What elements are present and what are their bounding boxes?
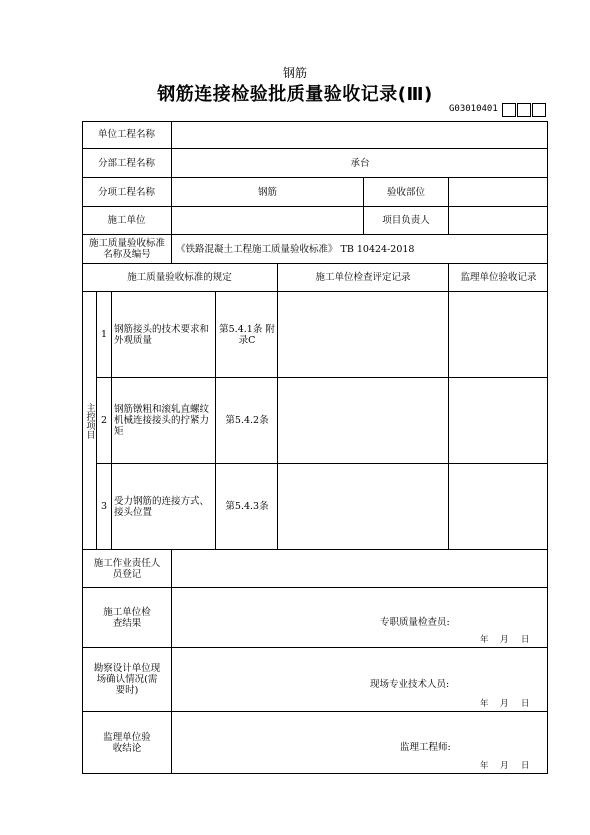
item-contractor-record[interactable] (278, 292, 448, 377)
contractor-record-column-header: 施工单位检查评定记录 (315, 272, 411, 283)
date-year: 年 (480, 761, 489, 771)
unit-project-label: 单位工程名称 (97, 129, 155, 140)
date-month: 月 (500, 699, 509, 709)
col-divider (215, 291, 216, 549)
date-month: 月 (500, 761, 509, 771)
contractor-result-label: 施工单位检查结果 (103, 606, 151, 629)
item-clause: 第5.4.2条 (225, 415, 269, 426)
item-contractor-record[interactable] (278, 464, 448, 549)
spec-column-header: 施工质量验收标准的规定 (127, 272, 232, 283)
code-box-2[interactable] (517, 103, 531, 117)
standard-value: 《铁路混凝土工程施工质量验收标准》 TB 10424-2018 (176, 243, 415, 255)
item-contractor-record[interactable] (278, 378, 448, 463)
date-day: 日 (521, 635, 530, 645)
item-supervisor-record[interactable] (449, 464, 548, 549)
project-manager-field[interactable] (449, 207, 548, 234)
subdivision-label: 分项工程名称 (97, 186, 155, 198)
supervisor-signer-label: 监理工程师: (400, 742, 451, 753)
item-number: 3 (100, 501, 108, 512)
col-divider (171, 234, 172, 263)
division-field[interactable]: 承台 (350, 157, 370, 169)
project-manager-label: 项目负责人 (382, 215, 430, 226)
date-day: 日 (521, 699, 530, 709)
document-title: 钢筋连接检验批质量验收记录(Ⅲ) (157, 84, 433, 105)
main-items-label: 主控项目 (84, 402, 95, 439)
date-month: 月 (500, 635, 509, 645)
work-register-field[interactable] (172, 550, 548, 587)
item-number: 1 (100, 329, 108, 340)
construction-unit-label: 施工单位 (107, 215, 146, 226)
form-code: G03010401 (449, 104, 498, 114)
standard-label: 施工质量验收标准名称及编号 (88, 238, 165, 260)
item-requirement: 钢筋接头的技术要求和外观质量 (114, 323, 210, 346)
item-requirement: 钢筋镦粗和滚轧直螺纹机械连接接头的拧紧力矩 (114, 404, 210, 437)
item-clause: 第5.4.3条 (225, 501, 269, 512)
item-requirement: 受力钢筋的连接方式、接头位置 (114, 495, 210, 518)
code-box-1[interactable] (502, 103, 516, 117)
supervisor-record-column-header: 监理单位验收记录 (460, 272, 537, 283)
date-year: 年 (480, 699, 489, 709)
construction-unit-field[interactable] (172, 207, 363, 234)
date-day: 日 (521, 761, 530, 771)
division-label: 分部工程名称 (97, 157, 155, 169)
subdivision-field[interactable]: 钢筋 (257, 186, 277, 198)
design-confirmation-label: 勘察设计单位现场确认情况(需要时) (93, 663, 161, 696)
item-supervisor-record[interactable] (449, 292, 548, 377)
item-supervisor-record[interactable] (449, 378, 548, 463)
acceptance-part-field[interactable] (449, 178, 548, 206)
item-number: 2 (100, 415, 108, 426)
document-category: 钢筋 (282, 66, 307, 80)
col-divider (111, 291, 112, 549)
acceptance-part-label: 验收部位 (386, 186, 425, 198)
unit-project-field[interactable] (172, 121, 548, 148)
supervisor-conclusion-label: 监理单位验收结论 (103, 732, 151, 754)
design-signer-label: 现场专业技术人员: (370, 679, 450, 690)
code-box-3[interactable] (532, 103, 546, 117)
date-year: 年 (480, 635, 489, 645)
work-register-label: 施工作业责任人员登记 (93, 557, 161, 580)
item-clause: 第5.4.1条 附录C (219, 323, 275, 346)
contractor-signer-label: 专职质量检查员: (380, 617, 450, 628)
